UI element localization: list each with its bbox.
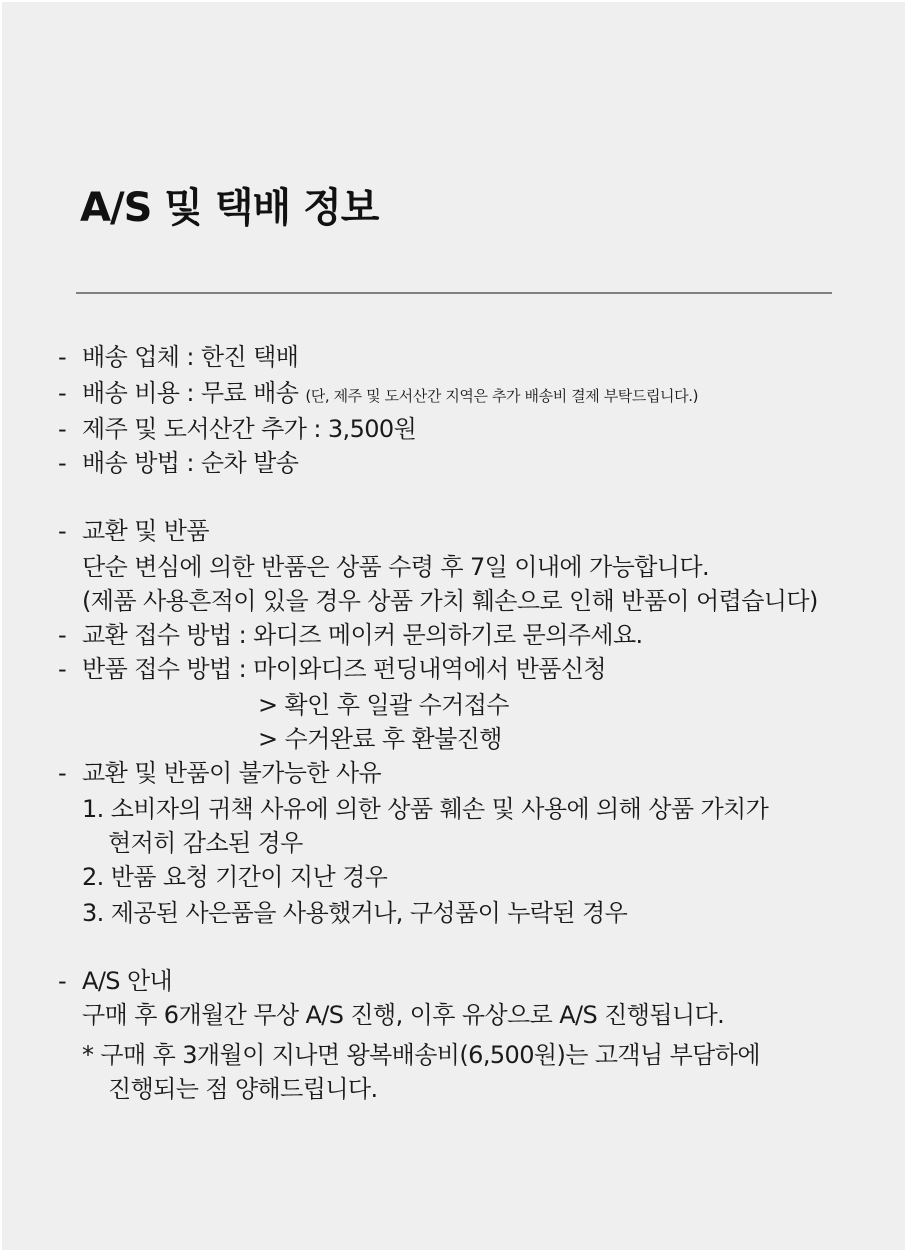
- bullet-dash: -: [58, 517, 67, 545]
- bullet-dash: -: [58, 379, 67, 407]
- not-allowed-heading: 교환 및 반품이 불가능한 사유: [82, 759, 382, 787]
- shipping-jeju: 제주 및 도서산간 추가 : 3,500원: [82, 415, 417, 443]
- as-desc: 구매 후 6개월간 무상 A/S 진행, 이후 유상으로 A/S 진행됩니다.: [82, 1001, 725, 1029]
- reason-1a: 1. 소비자의 귀책 사유에 의한 상품 훼손 및 사용에 의해 상품 가치가: [82, 795, 769, 823]
- shipping-cost-text: 배송 비용 : 무료 배송: [82, 379, 299, 407]
- exchange-desc-2: (제품 사용흔적이 있을 경우 상품 가치 훼손으로 인해 반품이 어렵습니다): [82, 587, 818, 615]
- bullet-dash: -: [58, 449, 67, 477]
- bullet-dash: -: [58, 621, 67, 649]
- reason-2: 2. 반품 요청 기간이 지난 경우: [82, 863, 388, 891]
- page-title: A/S 및 택배 정보: [80, 185, 379, 231]
- return-method: 반품 접수 방법 : 마이와디즈 펀딩내역에서 반품신청: [82, 655, 606, 683]
- return-step-3: > 수거완료 후 환불진행: [258, 725, 502, 753]
- return-step-2: > 확인 후 일괄 수거접수: [258, 691, 509, 719]
- reason-3: 3. 제공된 사은품을 사용했거나, 구성품이 누락된 경우: [82, 899, 628, 927]
- as-note-1: * 구매 후 3개월이 지나면 왕복배송비(6,500원)는 고객님 부담하에: [82, 1041, 760, 1069]
- bullet-dash: -: [58, 967, 67, 995]
- exchange-heading: 교환 및 반품: [82, 517, 209, 545]
- shipping-cost: [82, 376, 698, 413]
- exchange-method: 교환 접수 방법 : 와디즈 메이커 문의하기로 문의주세요.: [82, 621, 643, 649]
- as-note-2: 진행되는 점 양해드립니다.: [108, 1075, 378, 1103]
- as-heading: A/S 안내: [82, 967, 173, 995]
- exchange-desc-1: 단순 변심에 의한 반품은 상품 수령 후 7일 이내에 가능합니다.: [82, 553, 709, 581]
- shipping-carrier: 배송 업체 : 한진 택배: [82, 343, 299, 371]
- divider: [76, 292, 832, 294]
- shipping-cost-note: (단, 제주 및 도서산간 지역은 추가 배송비 결제 부탁드립니다.): [305, 387, 699, 405]
- bullet-dash: -: [58, 415, 67, 443]
- bullet-dash: -: [58, 343, 67, 371]
- bullet-dash: -: [58, 655, 67, 683]
- bullet-dash: -: [58, 759, 67, 787]
- shipping-method: 배송 방법 : 순차 발송: [82, 449, 299, 477]
- reason-1b: 현저히 감소된 경우: [108, 829, 303, 857]
